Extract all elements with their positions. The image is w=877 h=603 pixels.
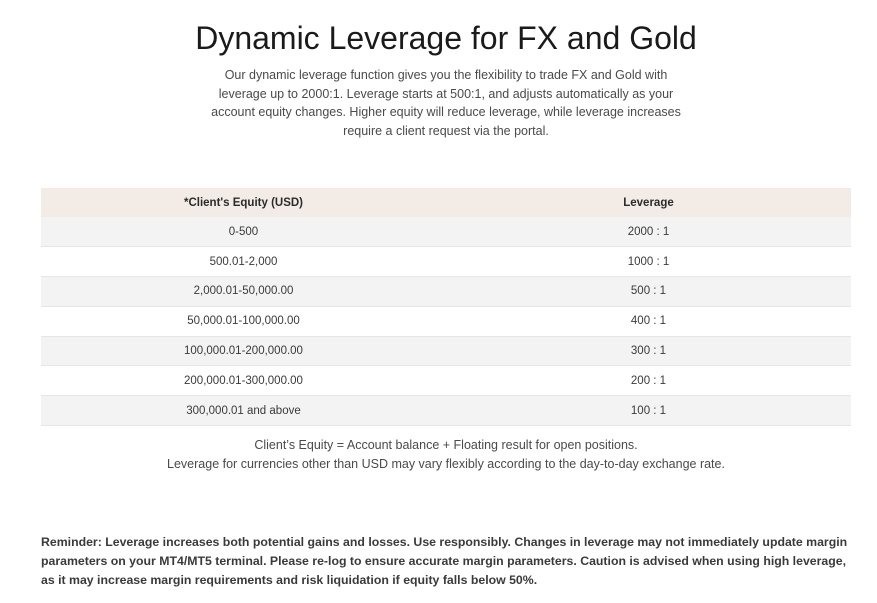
table-header-row bbox=[41, 188, 851, 217]
equity-cell: 100,000.01-200,000.00 bbox=[184, 345, 303, 358]
column-header-leverage: Leverage bbox=[623, 196, 674, 209]
page-title: Dynamic Leverage for FX and Gold bbox=[195, 20, 697, 56]
equity-cell: 2,000.01-50,000.00 bbox=[193, 285, 294, 298]
table-row bbox=[41, 366, 851, 396]
leverage-cell: 400 : 1 bbox=[630, 315, 667, 328]
table-row bbox=[41, 277, 851, 307]
leverage-cell: 300 : 1 bbox=[630, 345, 667, 358]
table-footnotes bbox=[0, 436, 877, 473]
table-row bbox=[41, 336, 851, 366]
column-header-equity: *Client's Equity (USD) bbox=[183, 196, 304, 209]
leverage-cell: 500 : 1 bbox=[630, 285, 667, 298]
reminder-text: Reminder: Leverage increases both potential gains and losses. Use responsibly. Changes in leverage may not immediately update margin parameters on your MT4/MT5 terminal. Please re-log to ensure accurate margin parameters. Caution is advised when using high leverage, as it may increase margin requirements and risk liquidation if equity falls below 50%. bbox=[41, 535, 848, 588]
leverage-cell: 2000 : 1 bbox=[627, 225, 670, 238]
table-row bbox=[41, 247, 851, 277]
leverage-cell: 1000 : 1 bbox=[627, 255, 670, 268]
leverage-cell: 100 : 1 bbox=[630, 404, 667, 417]
leverage-table-container bbox=[41, 188, 851, 426]
equity-cell: 300,000.01 and above bbox=[186, 404, 301, 417]
currency-variation-note: Leverage for currencies other than USD may vary flexibly according to the day-to-day exchange rate. bbox=[167, 456, 725, 471]
equity-cell: 500.01-2,000 bbox=[209, 255, 278, 268]
table-row bbox=[41, 306, 851, 336]
table-row bbox=[41, 396, 851, 426]
table-row bbox=[41, 217, 851, 247]
leverage-cell: 200 : 1 bbox=[630, 374, 667, 387]
equity-definition-note: Client’s Equity = Account balance + Floating result for open positions. bbox=[254, 438, 638, 452]
leverage-table bbox=[41, 188, 851, 426]
equity-cell: 200,000.01-300,000.00 bbox=[184, 374, 303, 387]
equity-cell: 0-500 bbox=[228, 225, 259, 238]
equity-cell: 50,000.01-100,000.00 bbox=[187, 315, 300, 328]
intro-paragraph: Our dynamic leverage function gives you the flexibility to trade FX and Gold with leverage up to 2000:1. Leverage starts at 500:1, and adjusts automatically as your account equity changes. Higher equity will reduce leverage, while leverage increases require a client request via the portal. bbox=[211, 68, 681, 139]
